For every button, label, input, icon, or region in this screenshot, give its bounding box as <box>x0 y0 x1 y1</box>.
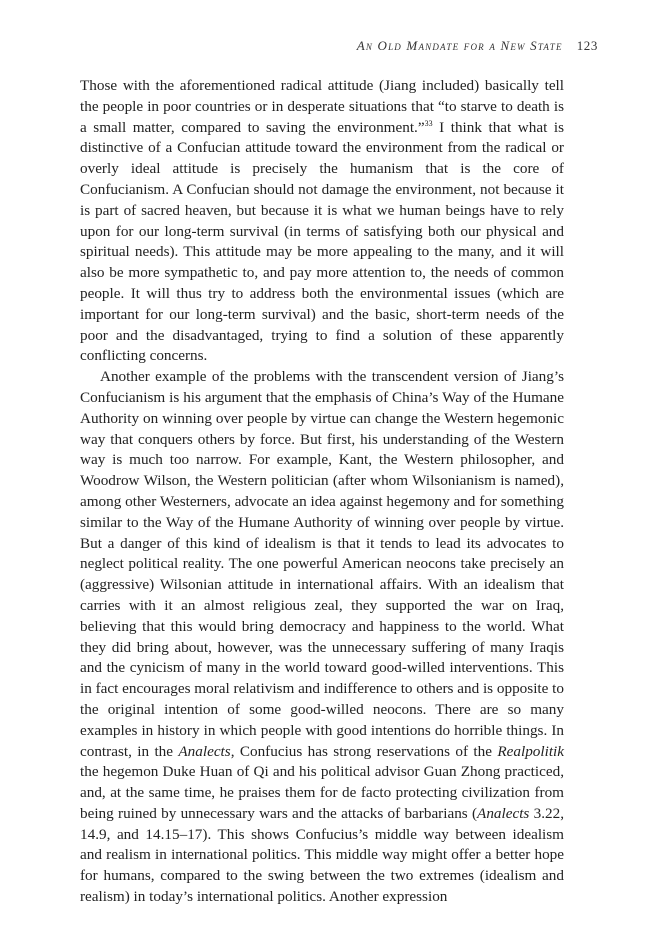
paragraph-2-text-b: , Confucius has strong reservations of the <box>230 742 498 760</box>
paragraph-2-text-c: the hegemon Duke Huan of Qi and his political advisor Guan Zhong practiced, and, at the same time, he praises them for de facto protecting civilization from being ruined by unnecessary wars and the attacks of barbarians ( <box>80 763 564 822</box>
analects-title-1: Analects <box>178 742 231 760</box>
paragraph-1 <box>80 76 564 367</box>
paragraph-1-text-a: Those with the aforementioned radical attitude (Jiang included) basically tell the people in poor countries or in desperate situations that “to starve to death is a small matter, compared to saving the environment.” <box>80 77 564 136</box>
paragraph-2-text-d: 3.22, 14.9, and 14.15–17). This shows Confucius’s middle way between idealism and realism in international politics. This middle way might offer a better hope for humans, compared to the swing between the two extremes (idealism and realism) in today’s international politics. Another expression <box>80 804 564 906</box>
footnote-marker-33: 33 <box>424 118 433 128</box>
paragraph-2 <box>80 367 564 908</box>
realpolitik-term: Realpolitik <box>497 742 565 760</box>
analects-title-2: Analects <box>477 804 530 822</box>
paragraph-2-text-a: Another example of the problems with the transcendent version of Jiang’s Confucianism is his argument that the emphasis of China’s Way of the Humane Authority on winning over people by virtue can change the Western hegemonic way that conquers others by force. But first, his understanding of the Western way is much too narrow. For example, Kant, the Western philosopher, and Woodrow Wilson, the Western politician (after whom Wilsonianism is named), among other Westerners, advocate an idea against hegemony and for something similar to the Way of the Humane Authority of winning over people by virtue. But a danger of this kind of idealism is that it tends to lead its advocates to neglect political reality. The one powerful American neocons take precisely an (aggressive) Wilsonian attitude in international affairs. With an idealism that carries with it an almost religious zeal, they supported the war on Iraq, believing that this would bring democracy and happiness to the world. What they did bring about, however, was the unnecessary suffering of many Iraqis and the cynicism of many in the world toward good-willed interventions. This in fact encourages moral relativism and indifference to others and is opposite to the original intention of some good-willed neocons. There are so many examples in history in which people with good intentions do horrible things. In contrast, in the <box>80 368 564 760</box>
paragraph-1-text-b: I think that what is distinctive of a Confucian attitude toward the environment from the radical or overly ideal attitude is precisely the humanism that is the core of Confucianism. A Confucian should not damage the environment, not because it is part of sacred heaven, but because it is what we human beings have to rely upon for our long-term survival (in terms of satisfying both our physical and spiritual needs). This attitude may be more appealing to the many, and it will also be more sympathetic to, and pay more attention to, the needs of common people. It will thus try to address both the environmental issues (which are important for our long-term survival) and the basic, short-term needs of the poor and the disadvantaged, trying to find a solution of these apparently conflicting concerns. <box>80 118 564 365</box>
body-text <box>80 76 564 908</box>
page-number: 123 <box>576 38 598 53</box>
running-head-title: An Old Mandate for a New State <box>356 38 563 53</box>
running-head <box>80 38 598 54</box>
